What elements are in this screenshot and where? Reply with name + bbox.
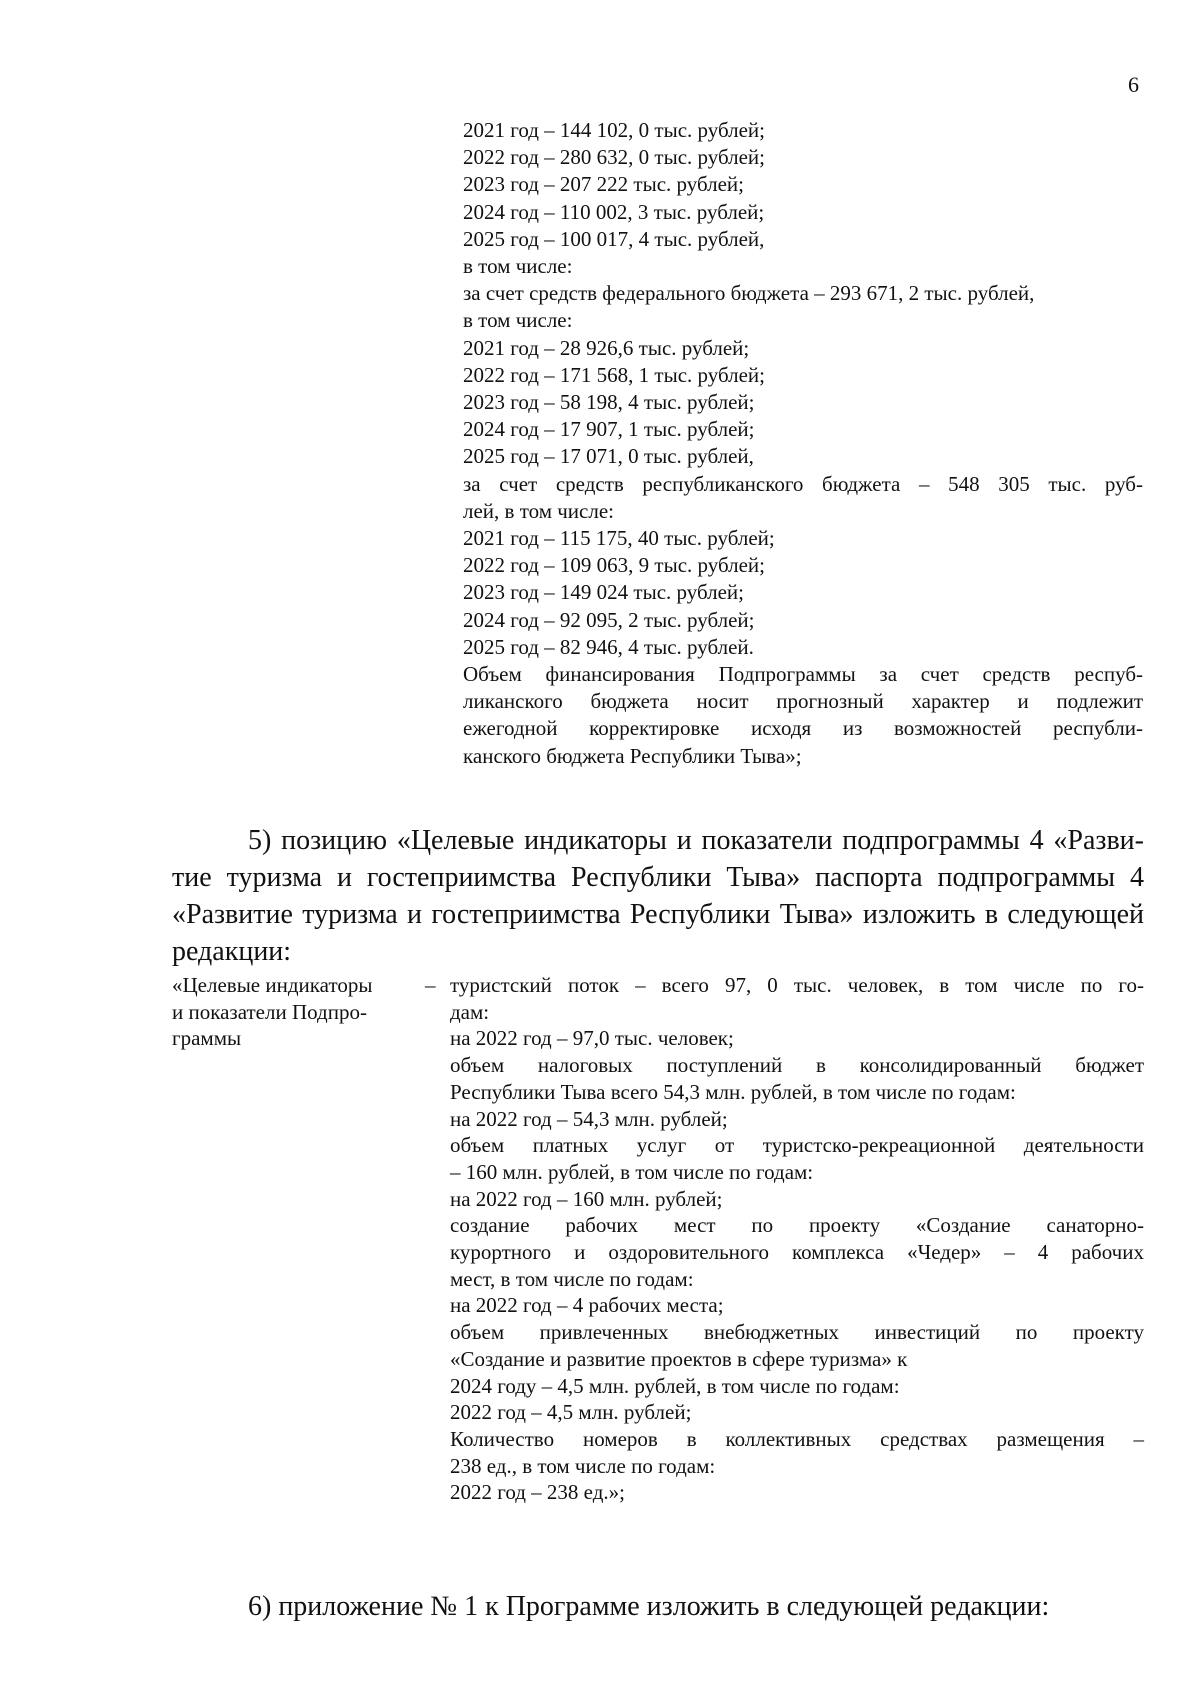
indicator-line: создание рабочих мест по проекту «Создание санаторно- [450,1213,1144,1238]
indicator-line: на 2022 год – 4 рабочих места; [450,1293,724,1318]
indicator-line: 2022 год – 238 ед.»; [450,1480,625,1505]
indicator-line: объем налоговых поступлений в консолидированный бюджет [450,1053,1144,1078]
indicator-line: 238 ед., в том числе по годам: [450,1453,716,1478]
indicators-values [450,972,1144,1506]
indicators-label-line: «Целевые индикаторы [172,973,373,997]
funding-line: за счет средств республиканского бюджета – 548 305 тыс. руб- [463,471,1143,496]
indicator-line: объем платных услуг от туристско-рекреационной деятельности [450,1133,1144,1158]
indicator-line: 2024 году – 4,5 млн. рублей, в том числе по годам: [450,1373,900,1398]
funding-line: в том числе: [463,308,573,333]
paragraph-5-line: «Развитие туризма и гостеприимства Республики Тыва» изложить в следующей [172,899,1144,930]
funding-line: 2021 год – 144 102, 0 тыс. рублей; [463,118,766,142]
indicators-label [172,972,417,1052]
funding-line: 2022 год – 171 568, 1 тыс. рублей; [463,362,766,387]
funding-line: Объем финансирования Подпрограммы за счет средств респуб- [463,662,1143,687]
indicators-label-line: и показатели Подпро- [172,999,367,1024]
funding-line: 2021 год – 28 926,6 тыс. рублей; [463,335,750,360]
page-number: 6 [1128,72,1139,97]
funding-line: за счет средств федерального бюджета – 293 671, 2 тыс. рублей, [463,281,1035,306]
indicator-line: Количество номеров в коллективных средствах размещения – [450,1426,1144,1451]
funding-line: 2025 год – 17 071, 0 тыс. рублей, [463,444,754,469]
paragraph-5-line: редакции: [172,936,292,967]
paragraph-5-line: 5) позицию «Целевые индикаторы и показатели подпрограммы 4 «Разви- [248,825,1144,856]
indicator-line: объем привлеченных внебюджетных инвестиций по проекту [450,1320,1144,1345]
indicator-line: курортного и оздоровительного комплекса «Чедер» – 4 рабочих [450,1240,1144,1265]
indicator-line: туристский поток – всего 97, 0 тыс. человек, в том числе по го- [450,973,1144,997]
funding-line: 2024 год – 92 095, 2 тыс. рублей; [463,607,755,632]
indicator-line: – 160 млн. рублей, в том числе по годам: [450,1159,814,1184]
indicator-line: мест, в том числе по годам: [450,1266,694,1291]
funding-line: 2025 год – 82 946, 4 тыс. рублей. [463,634,754,659]
funding-line: канского бюджета Республики Тыва»; [463,743,802,768]
paragraph-5 [172,822,1144,970]
funding-line: ежегодной корректировке исходя из возможностей республи- [463,716,1143,741]
indicator-line: на 2022 год – 97,0 тыс. человек; [450,1026,734,1051]
funding-line: лей, в том числе: [463,498,614,523]
funding-line: 2021 год – 115 175, 40 тыс. рублей; [463,526,775,551]
funding-line: 2024 год – 110 002, 3 тыс. рублей; [463,199,765,224]
paragraph-6: 6) приложение № 1 к Программе изложить в следующей редакции: [248,1591,1050,1622]
funding-line: 2023 год – 149 024 тыс. рублей; [463,580,745,605]
paragraph-5-line: тие туризма и гостеприимства Республики Тыва» паспорта подпрограммы 4 [172,862,1144,893]
funding-block [463,117,1143,770]
funding-line: 2022 год – 109 063, 9 тыс. рублей; [463,553,766,578]
funding-line: в том числе: [463,254,573,279]
funding-line: 2023 год – 58 198, 4 тыс. рублей; [463,390,755,415]
funding-line: ликанского бюджета носит прогнозный характер и подлежит [463,689,1143,714]
indicator-line: «Создание и развитие проектов в сфере туризма» к [450,1346,908,1371]
indicator-line: на 2022 год – 54,3 млн. рублей; [450,1106,728,1131]
indicator-line: Республики Тыва всего 54,3 млн. рублей, в том числе по годам: [450,1079,1016,1104]
indicators-label-line: граммы [172,1026,242,1051]
funding-line: 2024 год – 17 907, 1 тыс. рублей; [463,417,755,442]
funding-line: 2023 год – 207 222 тыс. рублей; [463,172,745,197]
indicators-dash: – [425,973,436,997]
indicator-line: дам: [450,999,490,1024]
funding-line: 2025 год – 100 017, 4 тыс. рублей, [463,226,765,251]
indicator-line: 2022 год – 4,5 млн. рублей; [450,1400,692,1425]
indicator-line: на 2022 год – 160 млн. рублей; [450,1186,723,1211]
funding-line: 2022 год – 280 632, 0 тыс. рублей; [463,145,766,170]
